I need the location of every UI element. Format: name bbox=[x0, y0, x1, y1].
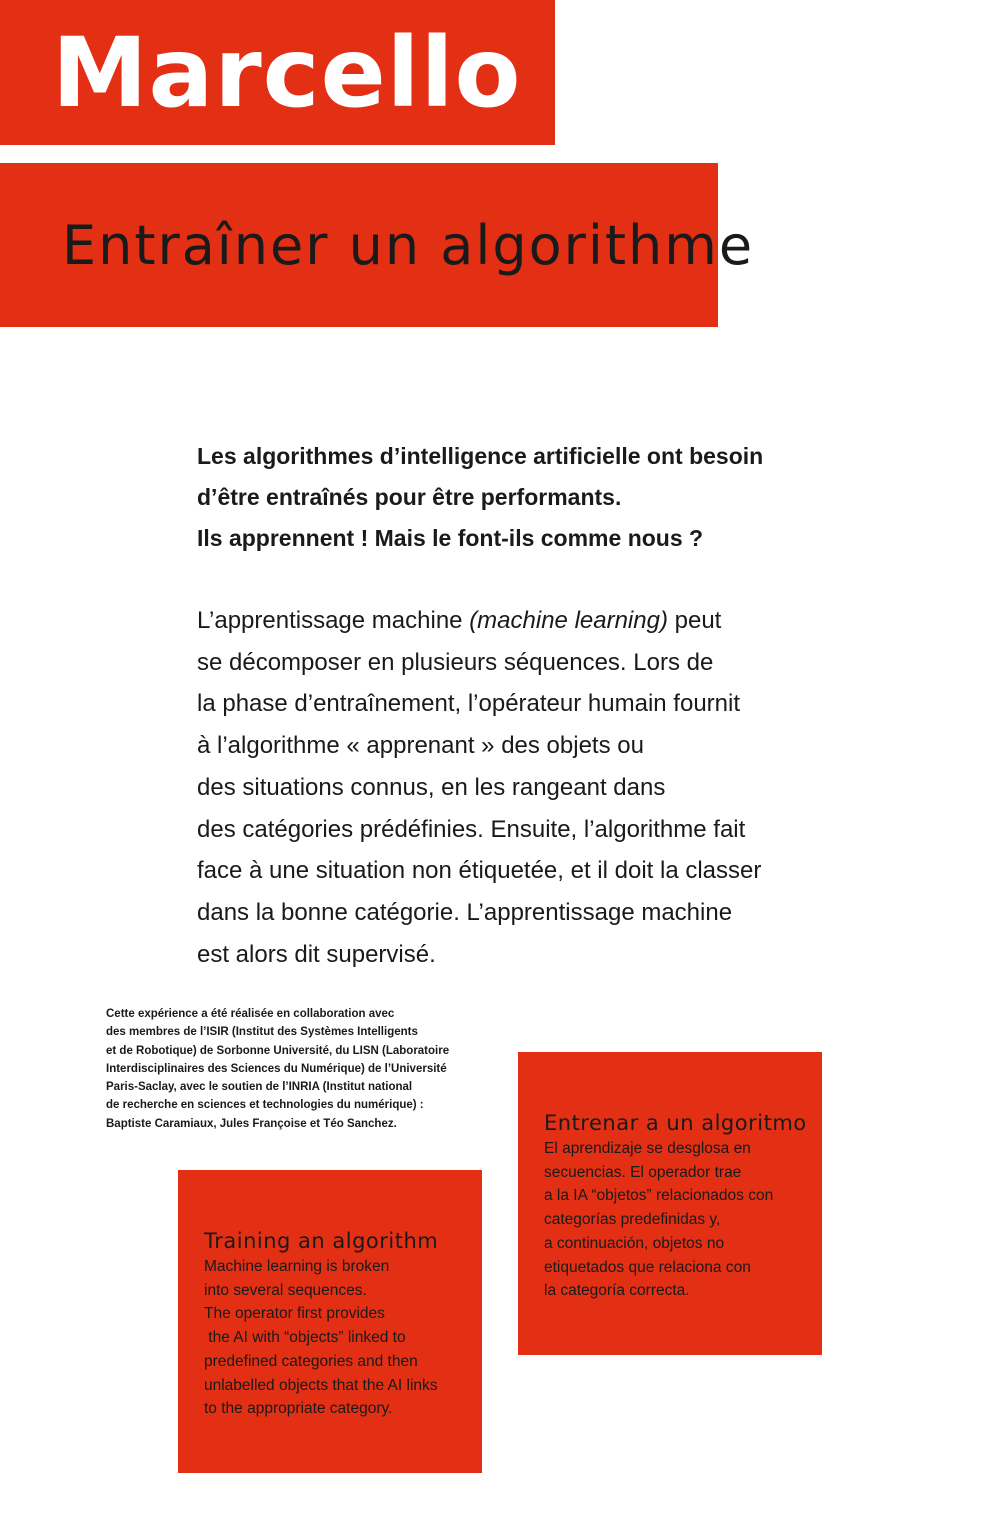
english-line: The operator first provides bbox=[204, 1305, 385, 1323]
body-line: face à une situation non étiquetée, et il doit la classer bbox=[197, 857, 762, 885]
spanish-line: a la IA “objetos” relacionados con bbox=[544, 1187, 774, 1205]
intro-paragraph bbox=[197, 436, 837, 559]
intro-line: Les algorithmes d’intelligence artificielle ont besoin bbox=[197, 443, 764, 469]
english-title: Training an algorithm bbox=[204, 1229, 439, 1253]
body-line bbox=[197, 600, 857, 642]
body-line-start: L’apprentissage machine bbox=[197, 607, 470, 634]
credits-line: Baptiste Caramiaux, Jules Françoise et Téo Sanchez. bbox=[106, 1117, 397, 1130]
spanish-line: la categoría correcta. bbox=[544, 1282, 690, 1300]
body-line: des catégories prédéfinies. Ensuite, l’algorithme fait bbox=[197, 815, 746, 843]
intro-line: d’être entraînés pour être performants. bbox=[197, 484, 622, 510]
credits-line: Interdisciplinaires des Sciences du Numérique) de l’Université bbox=[106, 1062, 447, 1075]
body-paragraph bbox=[197, 600, 857, 975]
english-line: predefined categories and then bbox=[204, 1352, 418, 1370]
body-line: la phase d’entraînement, l’opérateur humain fournit bbox=[197, 690, 740, 718]
body-line: des situations connus, en les rangeant dans bbox=[197, 773, 666, 801]
body-italic-term: (machine learning) bbox=[469, 607, 668, 634]
credits-line: des membres de l’ISIR (Institut des Systèmes Intelligents bbox=[106, 1026, 418, 1039]
english-line: the AI with “objects” linked to bbox=[204, 1329, 406, 1347]
spanish-text bbox=[544, 1137, 773, 1303]
credits-line: de recherche en sciences et technologies du numérique) : bbox=[106, 1099, 424, 1112]
credits-note bbox=[106, 1005, 486, 1133]
spanish-line: etiquetados que relaciona con bbox=[544, 1258, 751, 1276]
english-translation-box bbox=[178, 1170, 482, 1473]
spanish-line: categorías predefinidas y, bbox=[544, 1211, 721, 1229]
credits-line: et de Robotique) de Sorbonne Université, du LISN (Laboratoire bbox=[106, 1044, 450, 1057]
credits-line: Cette expérience a été réalisée en collaboration avec bbox=[106, 1008, 395, 1020]
brand-logo-title: Marcello bbox=[52, 17, 522, 129]
english-line: to the appropriate category. bbox=[204, 1400, 393, 1418]
spanish-line: El aprendizaje se desglosa en bbox=[544, 1140, 751, 1157]
section-title: Entraîner un algorithme bbox=[62, 214, 755, 277]
intro-line: Ils apprennent ! Mais le font-ils comme nous ? bbox=[197, 525, 704, 551]
english-line: unlabelled objects that the AI links bbox=[204, 1376, 438, 1394]
spanish-translation-box bbox=[518, 1052, 822, 1355]
credits-line: Paris-Saclay, avec le soutien de l’INRIA (Institut national bbox=[106, 1081, 413, 1094]
body-line: se décomposer en plusieurs séquences. Lors de bbox=[197, 648, 714, 676]
spanish-line: secuencias. El operador trae bbox=[544, 1163, 742, 1181]
body-line: dans la bonne catégorie. L’apprentissage machine bbox=[197, 898, 733, 926]
body-line: est alors dit supervisé. bbox=[197, 940, 436, 968]
section-title-banner bbox=[0, 163, 755, 327]
english-line: Machine learning is broken bbox=[204, 1258, 390, 1275]
brand-banner bbox=[0, 0, 555, 145]
english-line: into several sequences. bbox=[204, 1281, 367, 1299]
spanish-line: a continuación, objetos no bbox=[544, 1234, 725, 1252]
body-line-end: peut bbox=[667, 607, 722, 634]
body-line: à l’algorithme « apprenant » des objets ou bbox=[197, 732, 644, 760]
english-text bbox=[204, 1255, 438, 1421]
spanish-title: Entrenar a un algoritmo bbox=[544, 1111, 807, 1135]
